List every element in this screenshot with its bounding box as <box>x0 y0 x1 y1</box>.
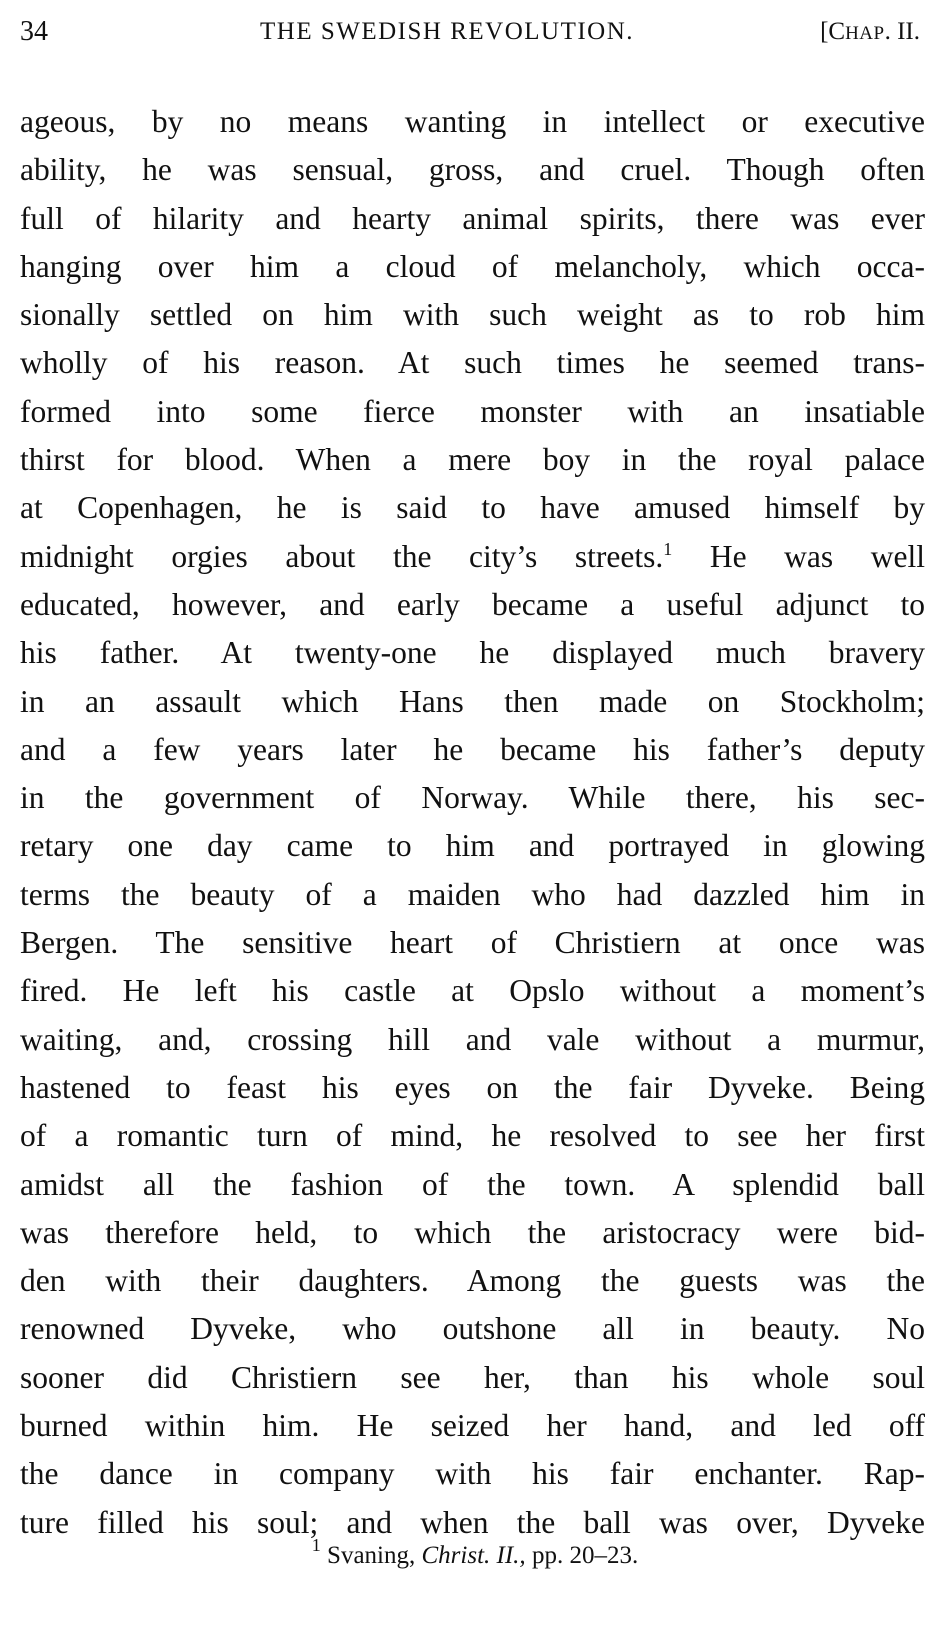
text-line: and a few years later he became his father’s deputy <box>20 731 925 767</box>
text-line: hastened to feast his eyes on the fair Dyveke. Being <box>20 1069 925 1105</box>
text-line: formed into some fierce monster with an insatiable <box>20 393 925 429</box>
running-header <box>20 16 920 56</box>
text-line: den with their daughters. Among the guests was the <box>20 1263 925 1299</box>
text-line: amidst all the fashion of the town. A splendid ball <box>20 1166 925 1202</box>
text-line: was therefore held, to which the aristocracy were bid- <box>20 1214 925 1250</box>
text-line: in an assault which Hans then made on Stockholm; <box>20 683 925 719</box>
footnote <box>0 1535 950 1570</box>
text-line: the dance in company with his fair enchanter. Rap- <box>20 1456 925 1492</box>
text-line: waiting, and, crossing hill and vale without a murmur, <box>20 1021 925 1057</box>
text-line: Bergen. The sensitive heart of Christiern at once was <box>20 925 925 961</box>
text-line: educated, however, and early became a useful adjunct to <box>20 586 925 622</box>
text-line: retary one day came to him and portrayed in glowing <box>20 828 925 864</box>
chapter-label: [CHAP. II. <box>820 18 920 45</box>
text-line: wholly of his reason. At such times he seemed trans- <box>20 345 925 381</box>
text-line: thirst for blood. When a mere boy in the royal palace <box>20 442 925 478</box>
text-line: ageous, by no means wanting in intellect or executive <box>20 104 925 139</box>
text-line: ture filled his soul; and when the ball was over, Dyveke <box>20 1504 925 1540</box>
text-line: in the government of Norway. While there, his sec- <box>20 780 925 816</box>
text-line: fired. He left his castle at Opslo without a moment’s <box>20 973 925 1009</box>
running-title: THE SWEDISH REVOLUTION. <box>260 18 635 45</box>
text-line-with-footnote <box>20 533 925 581</box>
text-segment: He was well <box>672 538 925 574</box>
footnote-reference[interactable]: 1 <box>663 538 673 559</box>
text-line: terms the beauty of a maiden who had dazzled him in <box>20 876 925 912</box>
text-line: of a romantic turn of mind, he resolved to see her first <box>20 1118 925 1154</box>
text-line: renowned Dyveke, who outshone all in beauty. No <box>20 1311 925 1347</box>
page-number: 34 <box>20 16 48 47</box>
text-line: his father. At twenty-one he displayed much bravery <box>20 635 925 671</box>
body-text <box>20 98 925 1547</box>
text-line: at Copenhagen, he is said to have amused himself by <box>20 490 925 526</box>
text-line: burned within him. He seized her hand, and led off <box>20 1408 925 1444</box>
text-line: sionally settled on him with such weight as to rob him <box>20 297 925 333</box>
footnote-marker: 1 <box>311 1535 321 1555</box>
footnote-work: Christ. II., <box>421 1542 526 1569</box>
text-line: hanging over him a cloud of melancholy, which occa- <box>20 248 925 284</box>
text-segment: midnight orgies about the city’s streets. <box>20 538 664 574</box>
footnote-pages: pp. 20–23. <box>531 1542 639 1569</box>
footnote-author: Svaning, <box>327 1542 416 1569</box>
text-line: sooner did Christiern see her, than his whole soul <box>20 1359 925 1395</box>
text-line: full of hilarity and hearty animal spirits, there was ever <box>20 200 925 236</box>
text-line: ability, he was sensual, gross, and cruel. Though often <box>20 152 925 188</box>
